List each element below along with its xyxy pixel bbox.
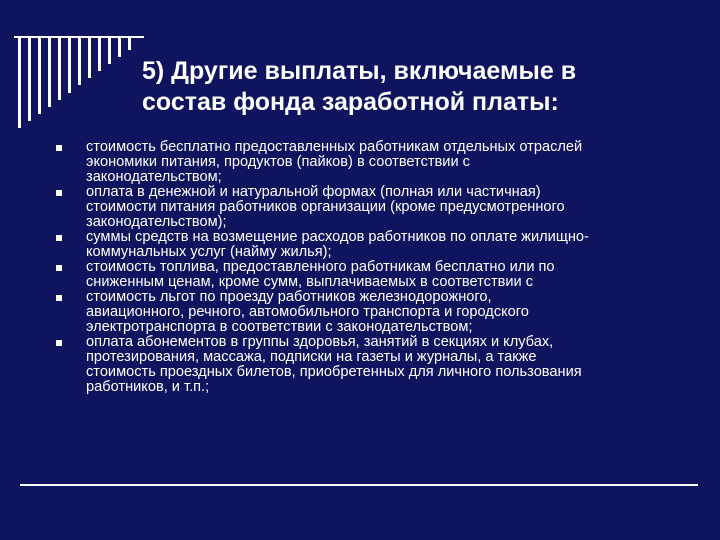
decorative-bar	[98, 36, 101, 71]
list-item	[56, 185, 702, 230]
item-line: стоимость льгот по проезду работников железнодорожного,	[86, 289, 492, 305]
decorative-bottom-rule	[20, 484, 698, 486]
item-line: стоимости питания работников организации (кроме предусмотренного	[86, 199, 565, 215]
item-line: электротранспорта в соответствии с законодательством;	[86, 319, 473, 335]
square-bullet-icon	[56, 190, 62, 196]
list-item	[56, 260, 702, 290]
list-item	[56, 290, 702, 335]
bullet-list	[56, 140, 702, 395]
item-line: стоимость проездных билетов, приобретенных для личного пользования	[86, 364, 582, 380]
slide-title	[142, 56, 682, 118]
square-bullet-icon	[56, 340, 62, 346]
item-line: авиационного, речного, автомобильного транспорта и городского	[86, 304, 529, 320]
item-line: оплата в денежной и натуральной формах (полная или частичная)	[86, 184, 541, 200]
decorative-bar	[28, 36, 31, 121]
item-line: суммы средств на возмещение расходов работников по оплате жилищно-	[86, 229, 589, 245]
item-line: коммунальных услуг (найму жилья);	[86, 244, 332, 260]
square-bullet-icon	[56, 265, 62, 271]
square-bullet-icon	[56, 295, 62, 301]
decorative-bar	[38, 36, 41, 114]
decorative-bar	[108, 36, 111, 64]
decorative-bar	[88, 36, 91, 78]
decorative-bar	[78, 36, 81, 85]
list-item	[56, 140, 702, 185]
decorative-bar	[48, 36, 51, 107]
decorative-bar	[18, 36, 21, 128]
item-line: законодательством);	[86, 214, 227, 230]
decorative-bar	[118, 36, 121, 57]
item-line: законодательством;	[86, 169, 222, 185]
decorative-vertical-bars	[14, 36, 144, 128]
item-line: оплата абонементов в группы здоровья, занятий в секциях и клубах,	[86, 334, 554, 350]
item-line: экономики питания, продуктов (пайков) в соответствии с	[86, 154, 470, 170]
item-line: протезирования, массажа, подписки на газеты и журналы, а также	[86, 349, 537, 365]
list-item	[56, 230, 702, 260]
title-line-2: состав фонда заработной платы:	[142, 88, 559, 116]
item-line: стоимость бесплатно предоставленных работникам отдельных отраслей	[86, 139, 583, 155]
decorative-bar	[58, 36, 61, 100]
item-line: работников, и т.п.;	[86, 379, 210, 395]
decorative-bar	[68, 36, 71, 93]
square-bullet-icon	[56, 235, 62, 241]
decorative-bar	[128, 36, 131, 50]
list-item	[56, 335, 702, 395]
item-line: стоимость топлива, предоставленного работникам бесплатно или по	[86, 259, 555, 275]
item-line: сниженным ценам, кроме сумм, выплачиваемых в соответствии с	[86, 274, 534, 290]
square-bullet-icon	[56, 145, 62, 151]
title-line-1: 5) Другие выплаты, включаемые в	[142, 57, 577, 85]
